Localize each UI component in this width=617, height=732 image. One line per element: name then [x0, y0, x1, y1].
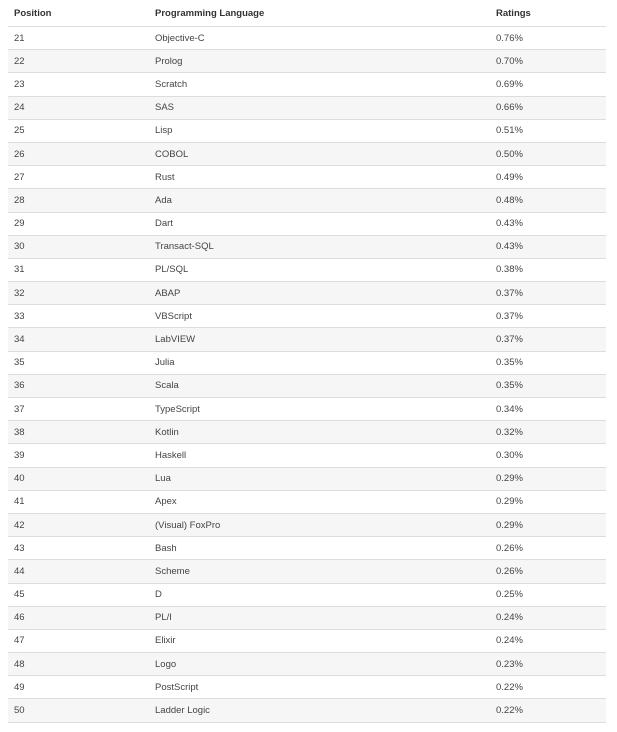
cell-position: 33 — [8, 305, 149, 328]
cell-rating: 0.49% — [490, 166, 606, 189]
cell-position: 26 — [8, 142, 149, 165]
cell-language: Haskell — [149, 444, 490, 467]
cell-language: Bash — [149, 537, 490, 560]
cell-position: 30 — [8, 235, 149, 258]
cell-position: 27 — [8, 166, 149, 189]
cell-position: 41 — [8, 490, 149, 513]
table-row — [8, 50, 606, 73]
cell-position: 24 — [8, 96, 149, 119]
header-ratings: Ratings — [490, 0, 606, 27]
cell-rating: 0.76% — [490, 27, 606, 50]
cell-language: COBOL — [149, 142, 490, 165]
cell-language: Scheme — [149, 560, 490, 583]
cell-language: Lua — [149, 467, 490, 490]
table-header-row — [8, 0, 606, 27]
cell-language: Apex — [149, 490, 490, 513]
cell-rating: 0.29% — [490, 490, 606, 513]
table-row — [8, 212, 606, 235]
cell-rating: 0.69% — [490, 73, 606, 96]
cell-position: 48 — [8, 653, 149, 676]
cell-position: 22 — [8, 50, 149, 73]
cell-rating: 0.35% — [490, 374, 606, 397]
cell-language: Julia — [149, 351, 490, 374]
cell-language: Scala — [149, 374, 490, 397]
cell-language: Ada — [149, 189, 490, 212]
cell-rating: 0.70% — [490, 50, 606, 73]
cell-rating: 0.23% — [490, 653, 606, 676]
cell-rating: 0.24% — [490, 606, 606, 629]
cell-position: 34 — [8, 328, 149, 351]
cell-position: 21 — [8, 27, 149, 50]
cell-language: Ladder Logic — [149, 699, 490, 722]
table-row — [8, 73, 606, 96]
cell-position: 42 — [8, 513, 149, 536]
cell-position: 36 — [8, 374, 149, 397]
cell-position: 23 — [8, 73, 149, 96]
cell-language: ABAP — [149, 282, 490, 305]
table-row — [8, 235, 606, 258]
cell-rating: 0.38% — [490, 258, 606, 281]
cell-position: 49 — [8, 676, 149, 699]
table-row — [8, 421, 606, 444]
cell-rating: 0.29% — [490, 513, 606, 536]
cell-position: 40 — [8, 467, 149, 490]
table-row — [8, 629, 606, 652]
table-row — [8, 351, 606, 374]
cell-position: 29 — [8, 212, 149, 235]
table-row — [8, 374, 606, 397]
cell-language: SAS — [149, 96, 490, 119]
cell-language: Elixir — [149, 629, 490, 652]
cell-position: 46 — [8, 606, 149, 629]
cell-position: 38 — [8, 421, 149, 444]
cell-language: TypeScript — [149, 398, 490, 421]
table-row — [8, 189, 606, 212]
cell-position: 43 — [8, 537, 149, 560]
cell-language: Prolog — [149, 50, 490, 73]
table-row — [8, 27, 606, 50]
cell-language: PL/I — [149, 606, 490, 629]
cell-position: 44 — [8, 560, 149, 583]
cell-rating: 0.29% — [490, 467, 606, 490]
cell-position: 25 — [8, 119, 149, 142]
table-row — [8, 96, 606, 119]
table-row — [8, 467, 606, 490]
cell-language: Dart — [149, 212, 490, 235]
cell-rating: 0.25% — [490, 583, 606, 606]
cell-position: 31 — [8, 258, 149, 281]
cell-rating: 0.26% — [490, 560, 606, 583]
cell-position: 47 — [8, 629, 149, 652]
cell-rating: 0.43% — [490, 212, 606, 235]
cell-language: Kotlin — [149, 421, 490, 444]
cell-position: 32 — [8, 282, 149, 305]
cell-language: Objective-C — [149, 27, 490, 50]
cell-position: 45 — [8, 583, 149, 606]
cell-rating: 0.37% — [490, 305, 606, 328]
header-position: Position — [8, 0, 149, 27]
cell-rating: 0.66% — [490, 96, 606, 119]
cell-language: Scratch — [149, 73, 490, 96]
table-row — [8, 305, 606, 328]
table-row — [8, 537, 606, 560]
table-row — [8, 258, 606, 281]
ratings-table-container — [8, 0, 606, 723]
cell-rating: 0.22% — [490, 699, 606, 722]
table-row — [8, 328, 606, 351]
cell-rating: 0.37% — [490, 328, 606, 351]
cell-language: LabVIEW — [149, 328, 490, 351]
cell-position: 28 — [8, 189, 149, 212]
cell-rating: 0.43% — [490, 235, 606, 258]
cell-language: Rust — [149, 166, 490, 189]
table-row — [8, 583, 606, 606]
table-row — [8, 444, 606, 467]
table-row — [8, 560, 606, 583]
cell-language: VBScript — [149, 305, 490, 328]
cell-position: 37 — [8, 398, 149, 421]
cell-position: 39 — [8, 444, 149, 467]
cell-rating: 0.48% — [490, 189, 606, 212]
cell-rating: 0.51% — [490, 119, 606, 142]
cell-language: PL/SQL — [149, 258, 490, 281]
cell-language: D — [149, 583, 490, 606]
table-row — [8, 676, 606, 699]
table-row — [8, 119, 606, 142]
table-row — [8, 606, 606, 629]
table-row — [8, 166, 606, 189]
table-row — [8, 513, 606, 536]
cell-rating: 0.35% — [490, 351, 606, 374]
table-row — [8, 699, 606, 722]
cell-position: 50 — [8, 699, 149, 722]
cell-language: Lisp — [149, 119, 490, 142]
cell-language: PostScript — [149, 676, 490, 699]
cell-language: Logo — [149, 653, 490, 676]
header-language: Programming Language — [149, 0, 490, 27]
table-row — [8, 398, 606, 421]
table-row — [8, 653, 606, 676]
cell-rating: 0.37% — [490, 282, 606, 305]
cell-rating: 0.32% — [490, 421, 606, 444]
cell-position: 35 — [8, 351, 149, 374]
cell-rating: 0.24% — [490, 629, 606, 652]
cell-rating: 0.22% — [490, 676, 606, 699]
table-row — [8, 142, 606, 165]
table-row — [8, 490, 606, 513]
cell-rating: 0.50% — [490, 142, 606, 165]
cell-language: (Visual) FoxPro — [149, 513, 490, 536]
cell-rating: 0.34% — [490, 398, 606, 421]
table-row — [8, 282, 606, 305]
cell-language: Transact-SQL — [149, 235, 490, 258]
cell-rating: 0.30% — [490, 444, 606, 467]
cell-rating: 0.26% — [490, 537, 606, 560]
ratings-table — [8, 0, 606, 723]
table-body — [8, 27, 606, 723]
